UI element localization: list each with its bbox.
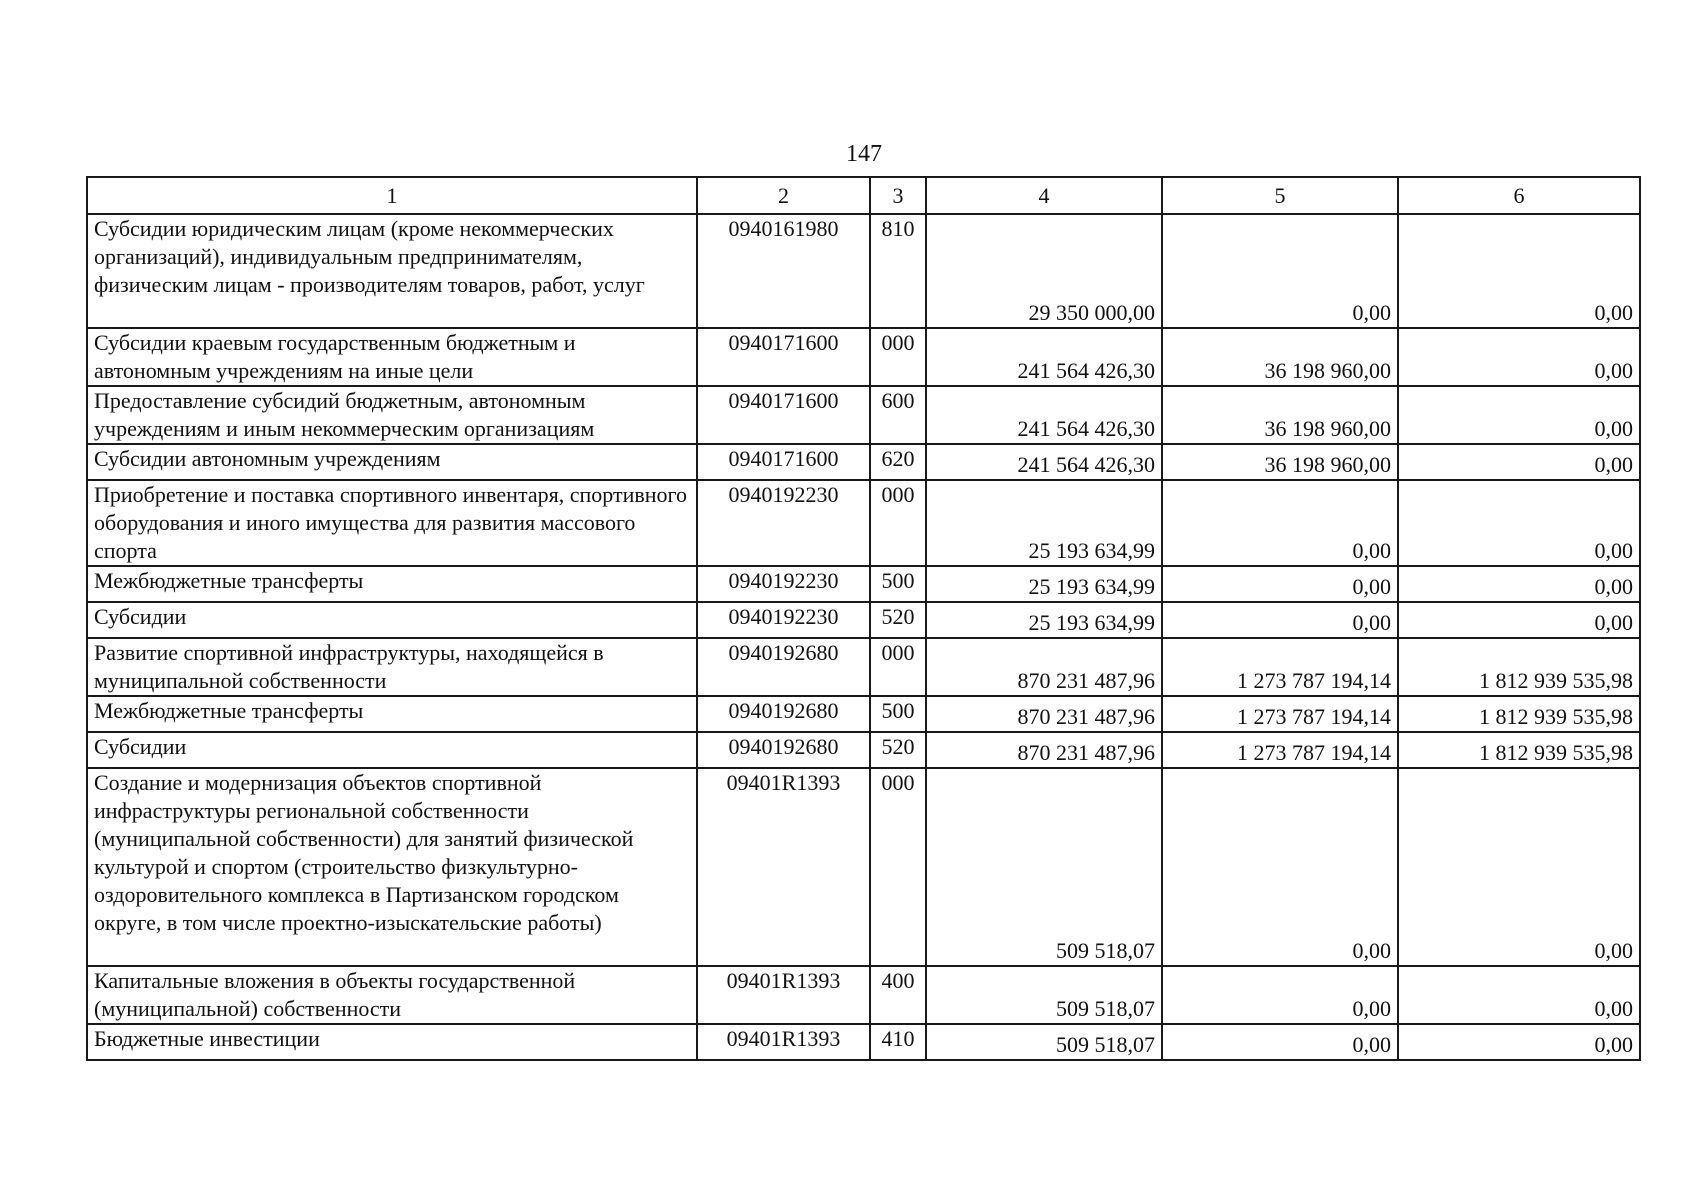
row-type: 000 [870,768,926,966]
row-value-5: 1 273 787 194,14 [1162,732,1398,768]
column-header: 3 [870,177,926,214]
row-value-4: 870 231 487,96 [926,732,1162,768]
row-value-6: 0,00 [1398,328,1640,386]
row-name: Развитие спортивной инфраструктуры, находящейся в муниципальной собственности [87,638,697,696]
table-row [87,214,1640,328]
table-row [87,732,1640,768]
column-header: 5 [1162,177,1398,214]
row-name: Субсидии юридическим лицам (кроме некоммерческих организаций), индивидуальным предпринимателям, физическим лицам - производителям товаров, работ, услуг [87,214,697,328]
row-type: 520 [870,602,926,638]
row-code: 0940171600 [697,328,870,386]
row-code: 0940161980 [697,214,870,328]
row-value-6: 0,00 [1398,444,1640,480]
row-code: 09401R1393 [697,966,870,1024]
table-row [87,566,1640,602]
row-value-6: 0,00 [1398,480,1640,566]
row-code: 0940192680 [697,638,870,696]
row-value-4: 25 193 634,99 [926,602,1162,638]
row-value-5: 0,00 [1162,1024,1398,1060]
row-value-5: 1 273 787 194,14 [1162,696,1398,732]
row-value-5: 36 198 960,00 [1162,386,1398,444]
row-type: 000 [870,328,926,386]
row-type: 600 [870,386,926,444]
row-value-6: 0,00 [1398,566,1640,602]
column-header: 1 [87,177,697,214]
table-row [87,328,1640,386]
row-value-5: 36 198 960,00 [1162,444,1398,480]
row-value-6: 1 812 939 535,98 [1398,732,1640,768]
row-code: 0940171600 [697,444,870,480]
row-value-5: 0,00 [1162,966,1398,1024]
row-name: Субсидии автономным учреждениям [87,444,697,480]
row-name: Межбюджетные трансферты [87,696,697,732]
row-name: Создание и модернизация объектов спортивной инфраструктуры региональной собственности (муниципальной собственности) для занятий физической культурой и спортом (строительство физкультурно-оздоровительного комплекса в Партизанском городском округе, в том числе проектно-изыскательские работы) [87,768,697,966]
row-code: 09401R1393 [697,768,870,966]
table-row [87,1024,1640,1060]
row-code: 0940192680 [697,732,870,768]
row-type: 500 [870,566,926,602]
row-name: Предоставление субсидий бюджетным, автономным учреждениям и иным некоммерческим организациям [87,386,697,444]
row-value-5: 0,00 [1162,602,1398,638]
row-type: 810 [870,214,926,328]
header-row [87,177,1640,214]
table-row [87,768,1640,966]
row-type: 410 [870,1024,926,1060]
row-value-5: 36 198 960,00 [1162,328,1398,386]
row-value-4: 25 193 634,99 [926,566,1162,602]
table-row [87,480,1640,566]
row-name: Капитальные вложения в объекты государственной (муниципальной) собственности [87,966,697,1024]
row-value-6: 1 812 939 535,98 [1398,638,1640,696]
row-code: 0940171600 [697,386,870,444]
row-name: Приобретение и поставка спортивного инвентаря, спортивного оборудования и иного имущества для развития массового спорта [87,480,697,566]
column-header: 4 [926,177,1162,214]
row-code: 09401R1393 [697,1024,870,1060]
row-value-4: 870 231 487,96 [926,638,1162,696]
row-value-6: 0,00 [1398,1024,1640,1060]
table-row [87,602,1640,638]
row-value-6: 1 812 939 535,98 [1398,696,1640,732]
row-value-4: 870 231 487,96 [926,696,1162,732]
row-value-4: 241 564 426,30 [926,444,1162,480]
table-row [87,386,1640,444]
row-value-6: 0,00 [1398,966,1640,1024]
row-type: 000 [870,638,926,696]
table-row [87,444,1640,480]
row-value-5: 1 273 787 194,14 [1162,638,1398,696]
row-value-6: 0,00 [1398,386,1640,444]
budget-table [86,176,1641,1061]
row-value-5: 0,00 [1162,566,1398,602]
row-name: Межбюджетные трансферты [87,566,697,602]
row-value-4: 509 518,07 [926,768,1162,966]
row-name: Субсидии [87,732,697,768]
row-type: 500 [870,696,926,732]
row-name: Субсидии [87,602,697,638]
row-value-4: 241 564 426,30 [926,328,1162,386]
row-value-4: 241 564 426,30 [926,386,1162,444]
row-code: 0940192680 [697,696,870,732]
row-value-4: 509 518,07 [926,966,1162,1024]
row-value-4: 509 518,07 [926,1024,1162,1060]
row-code: 0940192230 [697,480,870,566]
row-value-4: 29 350 000,00 [926,214,1162,328]
row-code: 0940192230 [697,602,870,638]
row-value-5: 0,00 [1162,214,1398,328]
row-name: Бюджетные инвестиции [87,1024,697,1060]
row-type: 000 [870,480,926,566]
row-type: 520 [870,732,926,768]
row-name: Субсидии краевым государственным бюджетным и автономным учреждениям на иные цели [87,328,697,386]
table-row [87,638,1640,696]
row-value-5: 0,00 [1162,480,1398,566]
table-row [87,966,1640,1024]
row-value-4: 25 193 634,99 [926,480,1162,566]
row-type: 400 [870,966,926,1024]
row-code: 0940192230 [697,566,870,602]
row-value-6: 0,00 [1398,768,1640,966]
column-header: 6 [1398,177,1640,214]
page-number: 147 [846,141,882,167]
row-type: 620 [870,444,926,480]
row-value-6: 0,00 [1398,602,1640,638]
column-header: 2 [697,177,870,214]
row-value-5: 0,00 [1162,768,1398,966]
table-row [87,696,1640,732]
row-value-6: 0,00 [1398,214,1640,328]
